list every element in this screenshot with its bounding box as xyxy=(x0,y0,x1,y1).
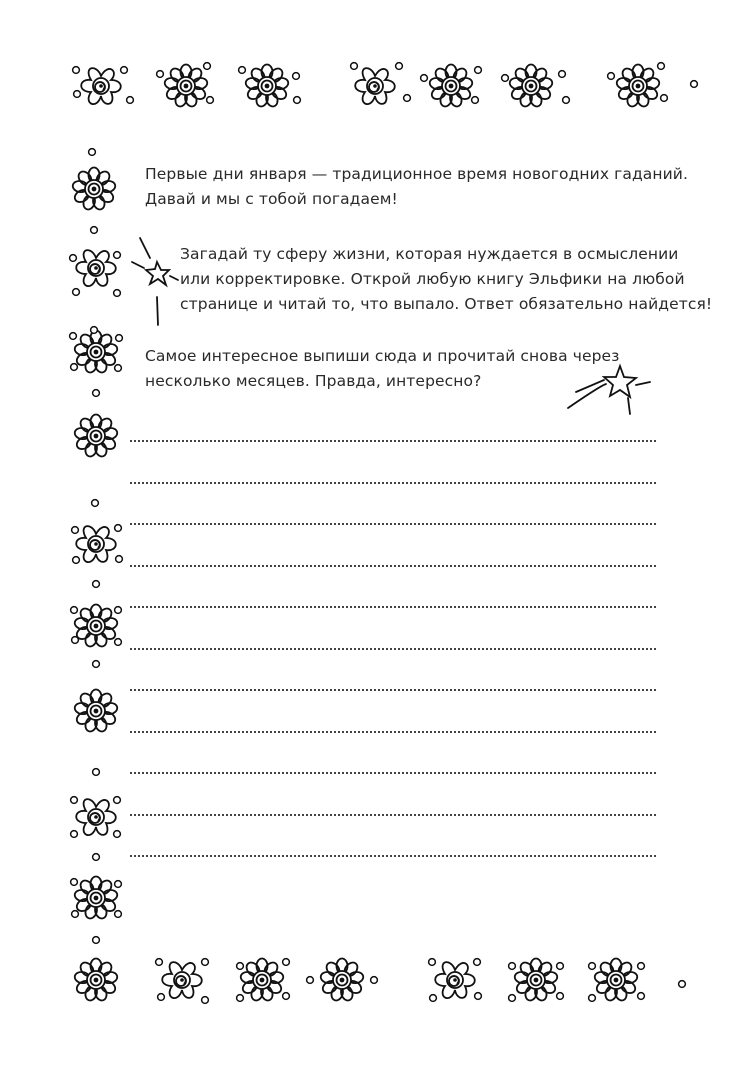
writing-line[interactable] xyxy=(130,440,656,442)
intro-paragraph xyxy=(145,162,688,212)
writing-line[interactable] xyxy=(130,482,656,484)
prompt-line-2: несколько месяцев. Правда, интересно? xyxy=(145,372,482,390)
top-flower-row xyxy=(73,63,698,108)
writing-line[interactable] xyxy=(130,606,656,608)
prompt-line-1: Самое интересное выпиши сюда и прочитай снова через xyxy=(145,347,620,365)
intro-line-1: Первые дни января — традиционное время новогодних гаданий. xyxy=(145,165,689,183)
left-flower-column xyxy=(70,149,123,944)
sparkle-star-icon xyxy=(132,238,178,325)
instruction-line-2: или корректировке. Открой любую книгу Эльфики на любой xyxy=(180,270,685,288)
writing-line[interactable] xyxy=(130,523,656,525)
instruction-line-1: Загадай ту сферу жизни, которая нуждается в осмыслении xyxy=(180,245,679,263)
writing-line[interactable] xyxy=(130,772,656,774)
prompt-paragraph xyxy=(145,344,620,394)
bottom-flower-row xyxy=(74,959,686,1004)
writing-line[interactable] xyxy=(130,855,656,857)
writing-line[interactable] xyxy=(130,689,656,691)
intro-line-2: Давай и мы с тобой погадаем! xyxy=(145,190,398,208)
instruction-line-3: странице и читай то, что выпало. Ответ обязательно найдется! xyxy=(180,295,713,313)
writing-line[interactable] xyxy=(130,814,656,816)
writing-line[interactable] xyxy=(130,731,656,733)
writing-line[interactable] xyxy=(130,648,656,650)
instruction-paragraph xyxy=(180,242,712,317)
writing-line[interactable] xyxy=(130,565,656,567)
